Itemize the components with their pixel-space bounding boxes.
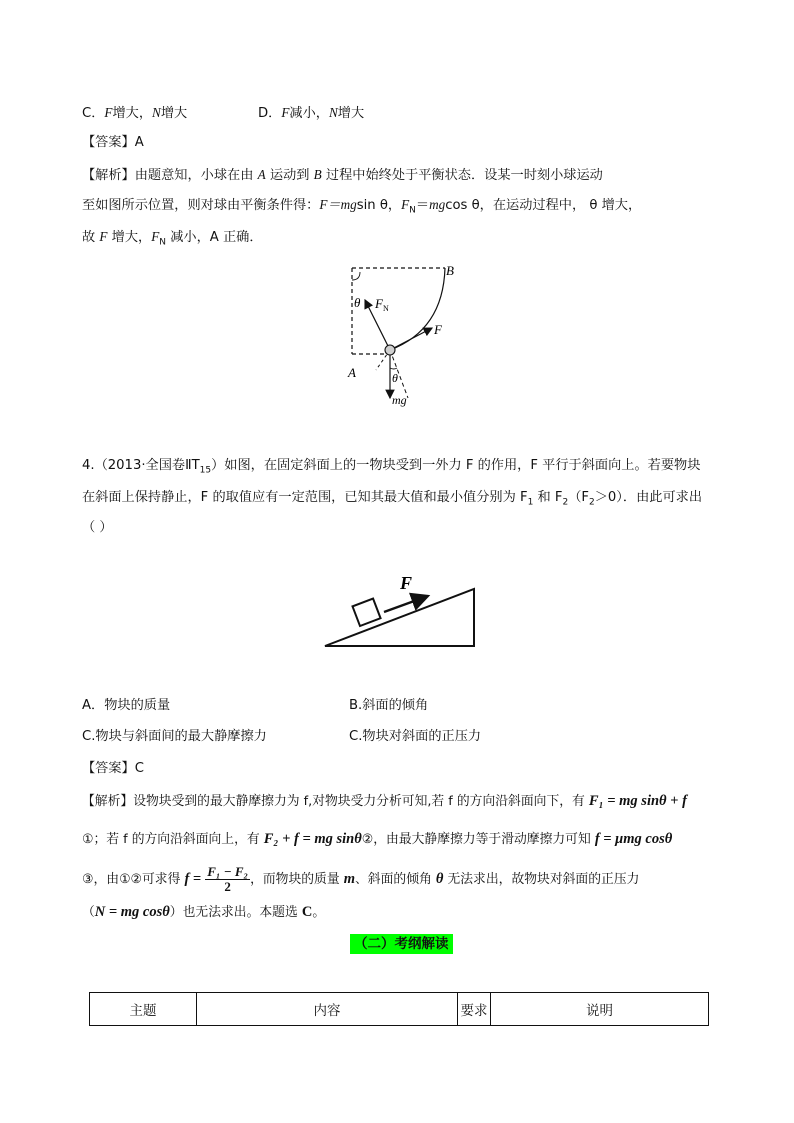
q4-explanation-line1: 【解析】设物块受到的最大静摩擦力为 f,对物块受力分析可知,若 f 的方向沿斜面向下，有 F₁ = mg sinθ + f xyxy=(82,793,687,809)
prev-explanation-line2: 至如图所示位置，则对球由平衡条件得：F＝mgsin θ，$F_N=mgcos$ θ，在运动过程中， θ 增大， xyxy=(82,197,642,216)
label-f: F xyxy=(434,322,442,337)
incline-diagram xyxy=(320,568,480,648)
label-b: B xyxy=(446,263,454,278)
incline-label-f: F xyxy=(400,573,413,593)
header-content: 内容 xyxy=(197,993,458,1026)
q4-line2: 在斜面上保持静止，F 的取值应有一定范围，已知其最大值和最小值分别为 $F_1$ 和 $F_2(F_2>0)$．由此可求出 xyxy=(82,490,703,508)
label-theta-top: θ xyxy=(354,295,361,310)
q4-option-d: C.物块对斜面的正压力 xyxy=(349,729,482,744)
header-requirement: 要求 xyxy=(458,993,491,1026)
ball-force-diagram xyxy=(330,258,490,418)
label-mg: mg xyxy=(392,393,407,407)
prev-explanation-line3: 故 F 增大，$F_N$ 减小，A 正确． xyxy=(82,229,263,248)
label-theta-bottom: θ xyxy=(392,371,398,385)
q4-option-a: A．物块的质量 xyxy=(82,698,171,713)
q4-answer: 【答案】C xyxy=(82,761,144,776)
option-d: D．F减小，N增大 xyxy=(258,105,365,121)
prev-answer: 【答案】A xyxy=(82,135,144,150)
q4-explanation-line3: ③，由①②可求得 f = $\frac{\text{F₁ − F₂}}{2}$ ，而物块的质量 m、斜面的倾角 θ 无法求出，故物块对斜面的正压力 xyxy=(82,864,640,894)
table-header-row xyxy=(90,993,709,1026)
label-a: A xyxy=(348,365,356,380)
prev-explanation-line1: 【解析】由题意知，小球在由 A 运动到 B 过程中始终处于平衡状态．设某一时刻小球运动 xyxy=(82,167,603,183)
section-title: （二）考纲解读 xyxy=(350,934,453,954)
label-fn: $F_N$ xyxy=(375,296,389,313)
header-notes: 说明 xyxy=(491,993,709,1026)
q4-explanation-line2: ①；若 f 的方向沿斜面向上，有 F₂ + f = mg sinθ②，由最大静摩擦力等于滑动摩擦力可知 f = μmg cosθ xyxy=(82,831,673,847)
fraction: $\frac{\text{F₁ − F₂}}{2}$ xyxy=(207,864,249,894)
q4-option-c: C.物块与斜面间的最大静摩擦力 xyxy=(82,729,267,744)
q4-line1: 4.（2013·全国卷$ⅡT_{15}$）如图，在固定斜面上的一物块受到一外力 F 的作用，F 平行于斜面向上。若要物块 xyxy=(82,458,701,476)
q4-explanation-line4: （N = mg cosθ）也无法求出。本题选 C。 xyxy=(82,904,326,920)
outline-table xyxy=(89,992,709,1026)
q4-option-b: B.斜面的倾角 xyxy=(349,698,429,713)
option-c: C．F增大，N增大 xyxy=(82,105,188,121)
q4-line3: （ ） xyxy=(82,520,113,535)
header-topic: 主题 xyxy=(90,993,197,1026)
